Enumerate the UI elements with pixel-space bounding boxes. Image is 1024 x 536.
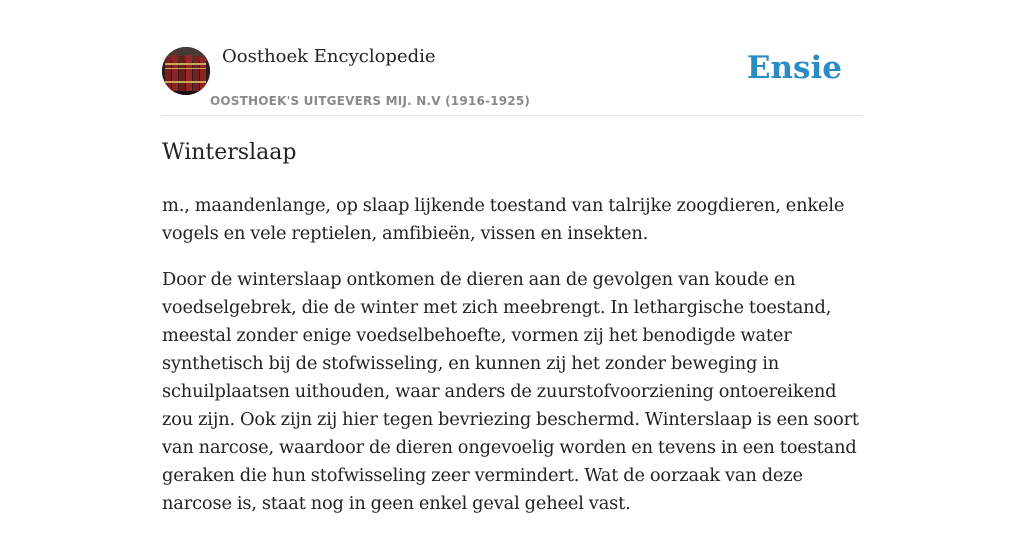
publisher-label: OOSTHOEK'S UITGEVERS MIJ. N.V (1916-1925) (210, 94, 531, 108)
article-page (162, 0, 862, 512)
encyclopedia-books-icon[interactable] (162, 47, 210, 95)
publication-name[interactable]: Oosthoek Encyclopedie (222, 46, 436, 67)
publication-header (162, 0, 862, 116)
article-body (162, 192, 862, 536)
ensie-logo[interactable]: Ensie (746, 50, 842, 86)
article-title: Winterslaap (162, 140, 297, 165)
article-paragraph: Door de winterslaap ontkomen de dieren aan de gevolgen van koude en voedselgebrek, die de winter met zich meebrengt. In lethargische toestand, meestal zonder enige voedselbehoefte, vormen zij het benodigde water synthetisch bij de stofwisseling, en kunnen zij het zonder beweging in schuilplaatsen uithouden, waar anders de zuurstofvoorziening ontoereikend zou zijn. Ook zijn zij hier tegen bevriezing beschermd. Winterslaap is een soort van narcose, waardoor de dieren ongevoelig worden en tevens in een toestand geraken die hun stofwisseling zeer vermindert. Wat de oorzaak van deze narcose is, staat nog in geen enkel geval geheel vast. (162, 269, 859, 514)
article-paragraph: m., maandenlange, op slaap lijkende toestand van talrijke zoogdieren, enkele vogels en vele reptielen, amfibieën, vissen en insekten. (162, 195, 845, 244)
